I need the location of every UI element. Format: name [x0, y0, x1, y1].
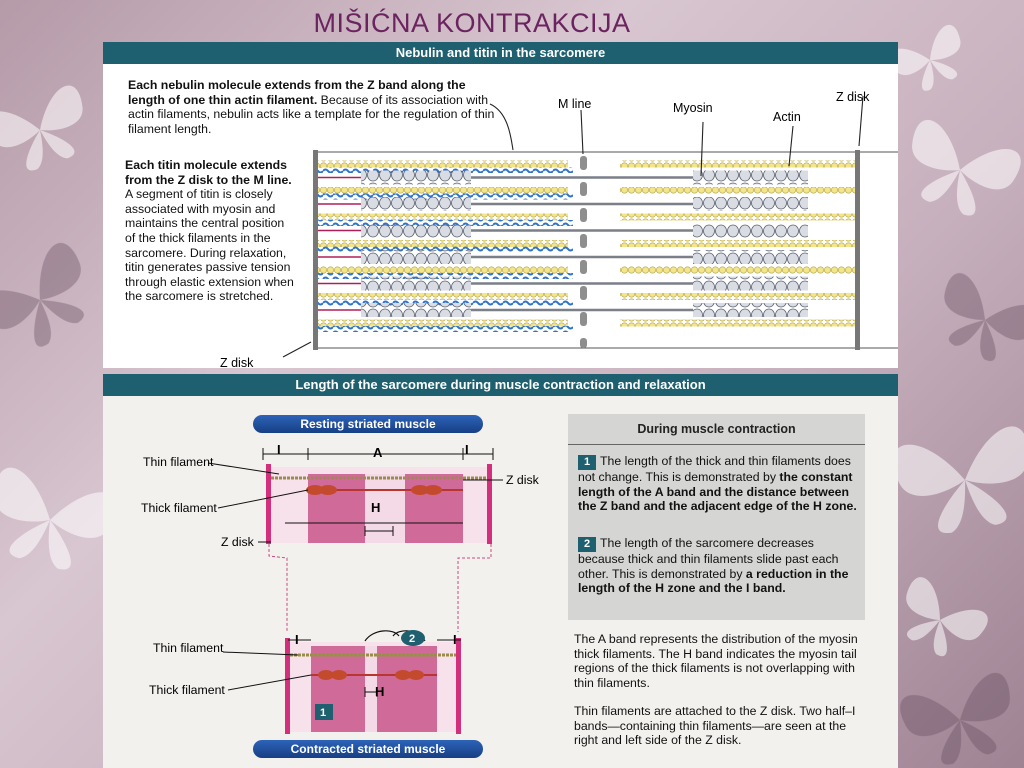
thin-attached-note: Thin filaments are attached to the Z disk. Two half–I bands—containing thin filaments—are seen at the right and left side of the Z disk.: [574, 704, 856, 748]
actin-label: Actin: [773, 110, 801, 124]
actin-filament-left: [318, 214, 568, 221]
during-contraction-box: [568, 414, 865, 620]
contracted-sarcomere: [149, 630, 461, 734]
myosin-heads-left: [361, 303, 471, 317]
item1-text: The length of the thick and thin filaments does not change. This is demonstrated by: [578, 454, 851, 484]
z-disk-right: [855, 150, 860, 350]
contracted-z-disk-left: [285, 638, 290, 734]
nebulin-strand: [318, 326, 573, 332]
resting-z-disk-left: [266, 464, 271, 544]
during-item-1: [578, 454, 858, 514]
myosin-heads-right: [693, 224, 808, 238]
titin-rest: A segment of titin is closely associated with myosin and maintains the central position of the thick filaments in the sarcomere. During relaxation, titin generates passive tension through elastic extension when the sarcomere is stretched.: [125, 187, 294, 304]
a-band-note: The A band represents the distribution of the myosin thick filaments. The H band indicates the myosin tail regions of the thick filaments is not overlapping with thin filaments.: [574, 632, 858, 690]
resting-band-i-left: I: [277, 442, 281, 457]
myosin-heads-right: [693, 250, 808, 264]
actin-filament-left: [318, 161, 568, 168]
item2-number: 2: [578, 537, 596, 552]
actin-filament-right: [620, 161, 855, 168]
contracted-band-h: H: [375, 684, 385, 699]
actin-filament-right: [620, 267, 855, 274]
nebulin-rest: Because of its association with actin filaments, nebulin acts like a template for the regulation of thin filament length.: [128, 92, 495, 136]
myosin-heads-left: [361, 171, 471, 185]
resting-band-a: A: [373, 445, 383, 460]
myosin-heads-right: [693, 303, 808, 317]
marker-2: [401, 630, 425, 646]
z-disk-left: [313, 150, 318, 350]
titin-bold: Each titin molecule extends from the Z disk to the M line.: [125, 158, 292, 187]
contracted-band-i-left: I: [295, 632, 299, 647]
marker-1-text: 1: [320, 707, 327, 719]
myosin-heads-left: [361, 224, 471, 238]
during-contraction-heading: During muscle contraction: [568, 414, 865, 445]
myosin-heads-left: [361, 250, 471, 264]
resting-thick-filament-label: Thick filament: [141, 501, 217, 515]
resting-z-disk-right: [487, 464, 492, 544]
actin-filament-right: [620, 214, 855, 221]
item1-number: 1: [578, 455, 596, 470]
slide-title: MIŠIĆNA KONTRAKCIJA: [313, 8, 631, 38]
resting-z-disk-right-label: Z disk: [506, 473, 539, 487]
resting-pill: Resting striated muscle: [253, 415, 483, 433]
actin-filament-right: [620, 320, 855, 327]
m-line: [580, 156, 587, 348]
actin-filament-right: [620, 187, 855, 194]
contracted-pill: Contracted striated muscle: [253, 740, 483, 758]
actin-filament-right: [620, 293, 855, 300]
item1-bold: the constant length of the A band and the distance between the Z band and the adjacent edge of the H zone.: [578, 470, 857, 514]
actin-filament-left: [318, 187, 568, 194]
z-disk-top-label: Z disk: [836, 90, 870, 104]
actin-filament-left: [318, 267, 568, 274]
myosin-label: Myosin: [673, 101, 713, 115]
item2-text: The length of the sarcomere decreases because thick and thin filaments slide past each other. This is demonstrated by: [578, 536, 839, 581]
actin-filament-left: [318, 293, 568, 300]
actin-filament-left: [318, 320, 568, 327]
panel1-header: Nebulin and titin in the sarcomere: [103, 42, 898, 64]
contracted-thick-filament-label: Thick filament: [149, 683, 225, 697]
m-line-label: M line: [558, 97, 592, 111]
myosin-heads-left: [361, 277, 471, 291]
actin-filament-left: [318, 240, 568, 247]
myosin-heads-left: [361, 197, 471, 211]
resting-sarcomere: [141, 442, 540, 549]
myosin-heads-right: [693, 197, 808, 211]
marker-1: [315, 704, 333, 720]
resting-thin-filament-label: Thin filament: [143, 455, 214, 469]
z-disk-bottom-label: Z disk: [220, 356, 254, 368]
item2-bold: a reduction in the length of the H zone and the I band.: [578, 566, 849, 596]
contracted-z-disk-right: [456, 638, 461, 734]
panel2-header: Length of the sarcomere during muscle contraction and relaxation: [103, 374, 898, 396]
marker-2-text: 2: [409, 633, 416, 645]
resting-band-h: H: [371, 500, 381, 515]
resting-z-disk-left-label: Z disk: [221, 535, 254, 549]
sarcomere-comparison-diagram: [103, 374, 563, 768]
nebulin-bold: Each nebulin molecule extends from the Z band along the length of one thin actin filament.: [128, 78, 466, 107]
nebulin-titin-panel: [103, 42, 898, 368]
actin-filament-right: [620, 240, 855, 247]
contracted-thin-filament-label: Thin filament: [153, 641, 224, 655]
sarcomere-length-panel: [103, 374, 898, 768]
myosin-heads-right: [693, 277, 808, 291]
contracted-band-i-right: I: [453, 632, 457, 647]
sarcomere-filament-diagram: [103, 42, 898, 368]
during-item-2: [578, 536, 858, 596]
myosin-heads-right: [693, 171, 808, 185]
resting-band-i-right: I: [465, 442, 469, 457]
